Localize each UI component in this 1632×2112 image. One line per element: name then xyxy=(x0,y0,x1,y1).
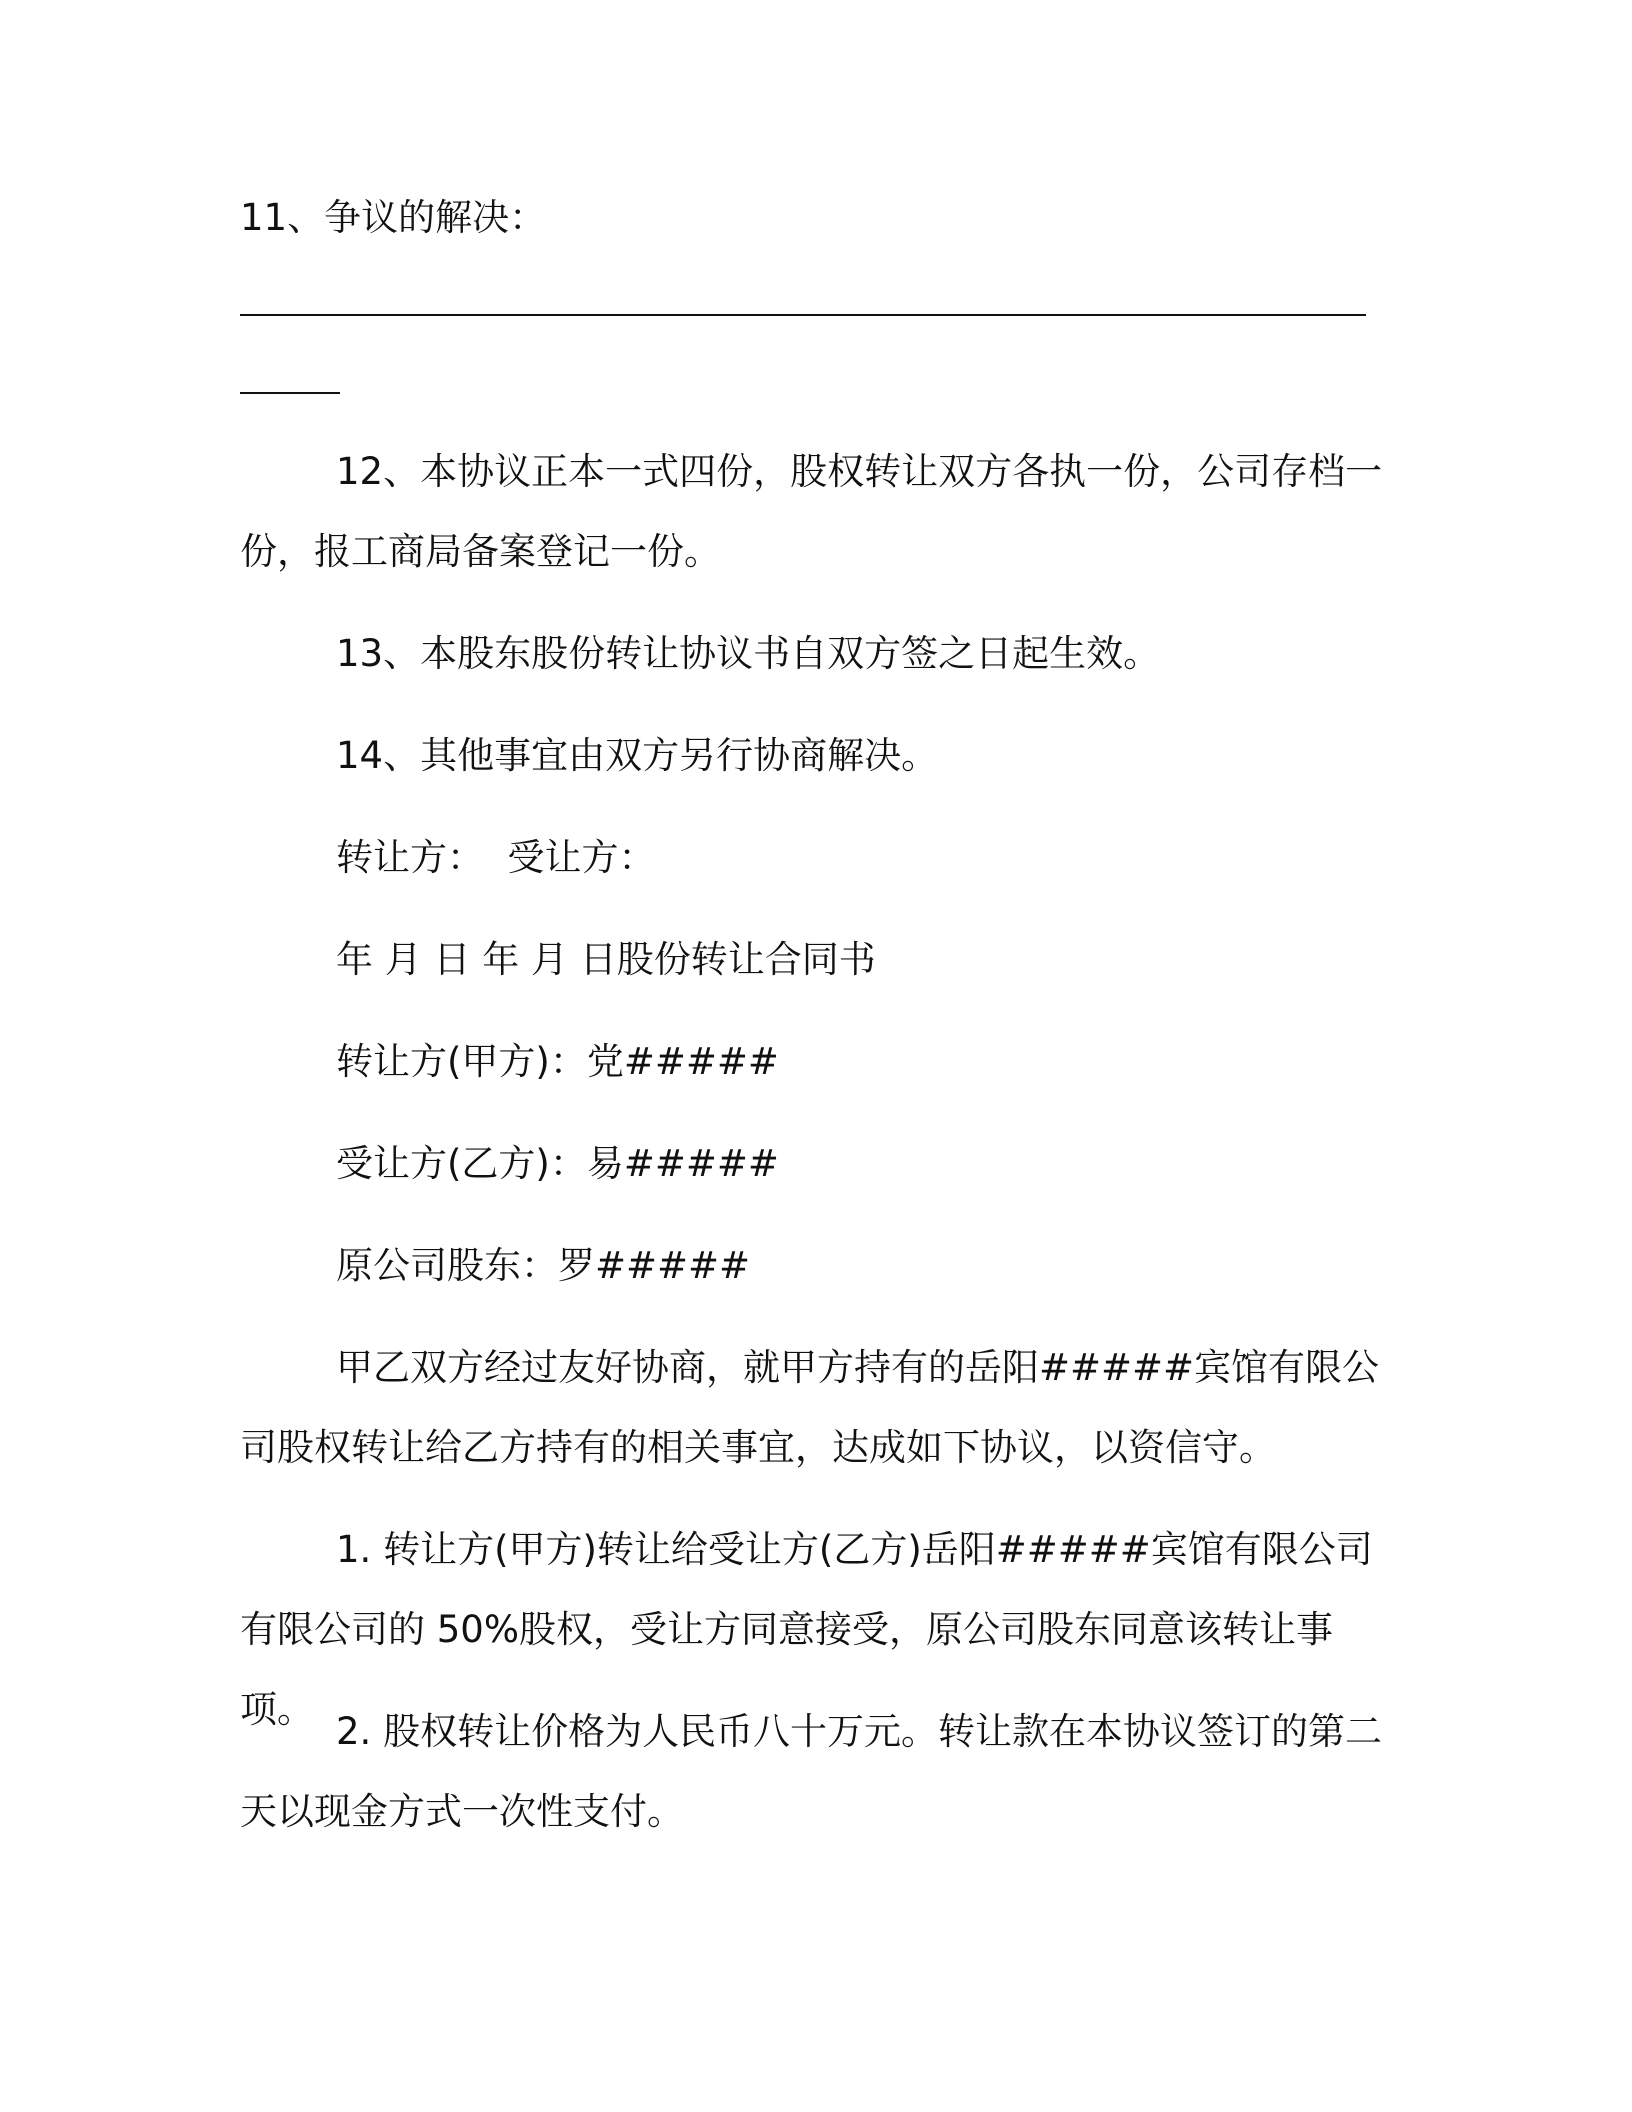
blank-fill-line-2 xyxy=(240,392,340,394)
article-2-transfer-price: 2. 股权转让价格为人民币八十万元。转让款在本协议签订的第二天以现金方式一次性支付。 xyxy=(240,1710,1383,1833)
blank-fill-line-1 xyxy=(240,314,1366,316)
article-1-share-transfer: 1. 转让方(甲方)转让给受让方(乙方)岳阳#####宾馆有限公司有限公司的 50%股权，受让方同意接受，原公司股东同意该转让事项。 xyxy=(240,1528,1373,1731)
clause-13-effective: 13、本股东股份转让协议书自双方签之日起生效。 xyxy=(336,632,1161,675)
party-b-name: 受让方(乙方)：易##### xyxy=(336,1142,779,1185)
agreement-introduction: 甲乙双方经过友好协商，就甲方持有的岳阳#####宾馆有限公司股权转让给乙方持有的相关事宜，达成如下协议，以资信守。 xyxy=(240,1346,1380,1469)
original-shareholder-name: 原公司股东：罗##### xyxy=(336,1244,751,1287)
clause-14-other-matters: 14、其他事宜由双方另行协商解决。 xyxy=(336,734,939,777)
party-a-name: 转让方(甲方)：党##### xyxy=(336,1040,779,1083)
clause-12-copies: 12、本协议正本一式四份，股权转让双方各执一份，公司存档一份，报工商局备案登记一份。 xyxy=(240,450,1383,573)
signature-parties-line: 转让方： 受让方： xyxy=(336,836,656,879)
date-and-contract-title: 年 月 日 年 月 日股份转让合同书 xyxy=(336,938,876,981)
clause-11-dispute-resolution: 11、争议的解决： xyxy=(240,196,547,239)
